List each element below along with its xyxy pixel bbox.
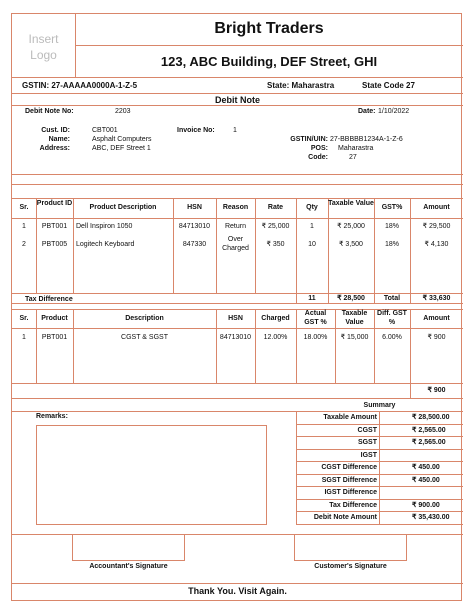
row-rate: ₹ 25,000 (261, 223, 290, 230)
row-qty: 10 (308, 241, 316, 248)
col-product-description: Product Description (89, 204, 157, 211)
summary-value: ₹ 28,500.00 (412, 414, 450, 421)
company-state-code: State Code 27 (362, 81, 415, 90)
remarks-label: Remarks: (36, 413, 68, 420)
company-name: Bright Traders (214, 20, 324, 37)
summary-label: Tax Difference (329, 501, 377, 509)
summary-label: Taxable Amount (323, 414, 377, 421)
accountant-signature-label: Accountant's Signature (89, 563, 168, 570)
col-taxable-value: Taxable Value (328, 200, 374, 207)
accountant-signature-box[interactable] (72, 534, 185, 561)
debit-note-sheet (11, 13, 462, 601)
col-hsn: HSN (187, 204, 202, 211)
row-qty: 1 (310, 223, 314, 230)
row-amount: ₹ 29,500 (422, 223, 451, 230)
logo-line-2: Logo (30, 48, 57, 62)
col-amount: Amount (423, 204, 450, 211)
td-row-product: PBT001 (41, 334, 68, 341)
td-col-description: Description (125, 315, 164, 322)
row-taxable: ₹ 25,000 (337, 223, 365, 230)
td-col-amount: Amount (423, 315, 450, 322)
td-col-hsn: HSN (228, 315, 243, 322)
summary-label: CGST (357, 426, 377, 434)
tax-difference-title: Tax Difference (25, 296, 73, 303)
row-description: Dell Inspiron 1050 (76, 223, 133, 230)
td-row-description: CGST & SGST (121, 334, 168, 341)
total-label: Total (383, 295, 401, 302)
summary-value: ₹ 450.00 (412, 464, 440, 471)
cust-name-label: Name: (48, 136, 70, 143)
row-hsn: 84713010 (178, 223, 211, 230)
row-description: Logitech Keyboard (76, 241, 135, 248)
logo-placeholder (12, 31, 75, 63)
summary-label: IGST Difference (324, 489, 377, 496)
col-gst: GST% (381, 204, 403, 211)
summary-value: ₹ 2,565.00 (412, 426, 446, 434)
company-state: State: Maharastra (267, 81, 335, 90)
logo-line-1: Insert (28, 32, 59, 46)
row-sr: 1 (22, 223, 26, 230)
debit-note-no-label: Debit Note No: (25, 108, 74, 115)
summary-value: ₹ 35,430.00 (412, 514, 450, 521)
td-row-amount: ₹ 900 (427, 334, 446, 341)
remarks-box[interactable] (36, 425, 267, 525)
total-taxable: ₹ 28,500 (337, 295, 365, 302)
row-product-id: PBT001 (41, 223, 68, 230)
row-sr: 2 (22, 241, 26, 248)
row-gst: 18% (384, 223, 399, 230)
cust-id-label: Cust. ID: (41, 127, 70, 134)
td-col-sr: Sr. (19, 315, 29, 322)
row-reason: Over Charged (222, 236, 249, 252)
company-address: 123, ABC Building, DEF Street, GHI (160, 54, 378, 69)
pos-label: POS: (310, 145, 328, 152)
summary-label: CGST Difference (321, 464, 377, 471)
total-qty: 11 (308, 295, 316, 302)
td-row-hsn: 84713010 (219, 334, 252, 341)
row-product-id: PBT005 (41, 241, 68, 248)
summary-label: Debit Note Amount (313, 514, 377, 521)
summary-value: ₹ 450.00 (412, 476, 440, 484)
company-gstin: GSTIN: 27-AAAAA0000A-1-Z-5 (22, 81, 138, 90)
td-total: ₹ 900 (427, 387, 446, 394)
summary-value: ₹ 900.00 (412, 501, 440, 509)
cust-id: CBT001 (92, 127, 118, 134)
invoice-no: 1 (233, 127, 237, 134)
row-taxable: ₹ 3,500 (339, 241, 363, 248)
td-row-diff: 6.00% (382, 334, 402, 341)
td-col-charged: Charged (261, 315, 290, 322)
td-col-taxable-value: Taxable Value (341, 310, 368, 326)
cust-gstin: 27-BBBBB1234A-1-Z-6 (330, 136, 403, 143)
pos-value: Maharastra (338, 145, 374, 152)
customer-signature-label: Customer's Signature (314, 563, 387, 570)
cust-address-label: Address: (39, 145, 70, 152)
col-sr: Sr. (19, 204, 29, 211)
row-rate: ₹ 350 (266, 241, 285, 248)
cust-gstin-label: GSTIN/UIN: (290, 136, 328, 143)
document-title: Debit Note (215, 95, 260, 105)
invoice-no-label: Invoice No: (177, 127, 215, 134)
col-reason: Reason (222, 204, 249, 211)
debit-note-no: 2203 (115, 108, 131, 115)
row-reason: Return (224, 223, 246, 230)
td-col-diff-gst: Diff. GST % (377, 310, 407, 326)
summary-title: Summary (363, 402, 396, 409)
total-amount: ₹ 33,630 (422, 295, 451, 302)
footer-thanks: Thank You. Visit Again. (188, 586, 287, 596)
customer-signature-box[interactable] (294, 534, 407, 561)
summary-value: ₹ 2,565.00 (412, 439, 446, 446)
td-row-actual: 18.00% (303, 334, 328, 341)
summary-label: SGST Difference (321, 476, 377, 484)
col-product-id: Product ID (36, 200, 73, 207)
code-label: Code: (308, 154, 328, 161)
td-col-product: Product (41, 315, 68, 322)
cust-name: Asphalt Computers (92, 136, 152, 143)
td-row-charged: 12.00% (263, 334, 288, 341)
code-value: 27 (349, 154, 357, 161)
cust-address: ABC, DEF Street 1 (92, 145, 151, 152)
row-amount: ₹ 4,130 (424, 241, 449, 248)
td-col-actual-gst: Actual GST % (304, 310, 327, 326)
row-hsn: 847330 (182, 241, 207, 248)
col-qty: Qty (306, 204, 318, 211)
date-label: Date: (358, 108, 376, 115)
summary-label: IGST (360, 451, 377, 459)
td-row-taxable: ₹ 15,000 (340, 334, 369, 341)
row-gst: 18% (384, 241, 399, 248)
summary-label: SGST (357, 439, 377, 446)
date-value: 1/10/2022 (378, 108, 410, 115)
td-row-sr: 1 (22, 334, 26, 341)
col-rate: Rate (267, 204, 284, 211)
